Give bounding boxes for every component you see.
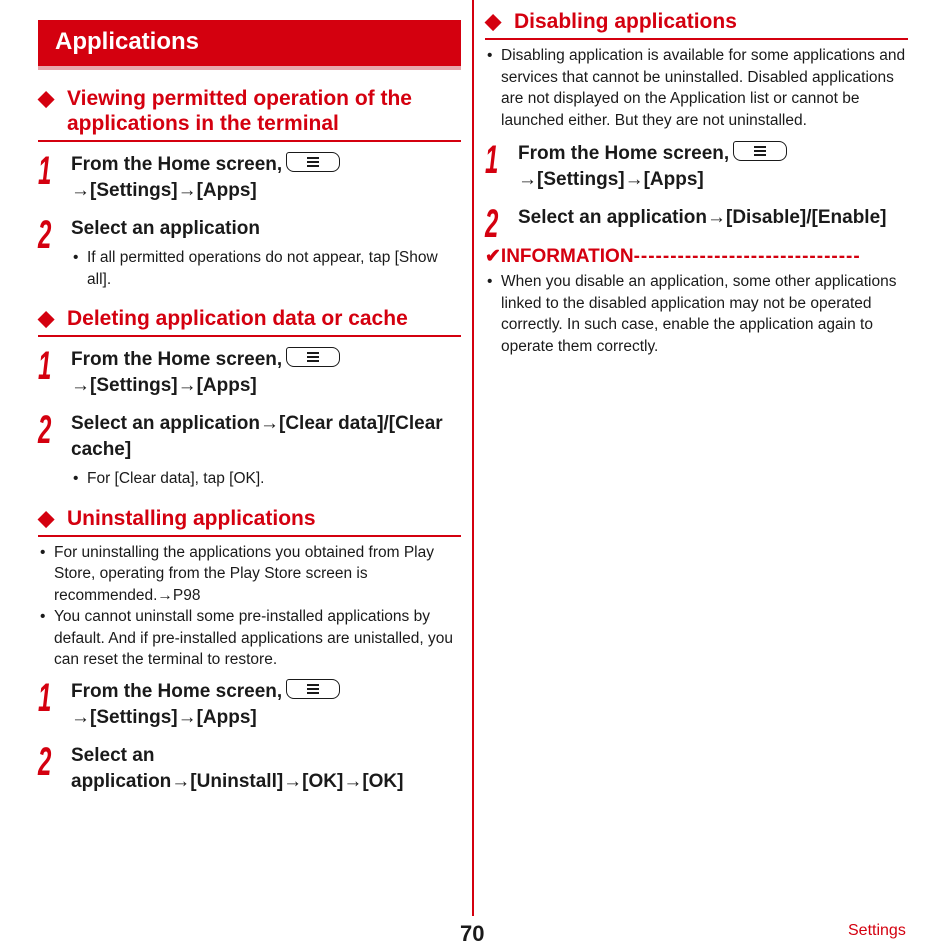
step-text: Select an application→[Disable]/[Enable] xyxy=(518,207,887,228)
step-2 xyxy=(38,408,461,490)
menu-key-icon xyxy=(286,347,340,367)
section-title: Viewing permitted operation of the applications in the terminal xyxy=(67,87,412,135)
heading-dash-rule: ------------------------------- xyxy=(633,246,861,267)
step-number: 1 xyxy=(38,344,52,388)
step-1 xyxy=(38,149,461,204)
step-2 xyxy=(38,213,461,290)
bullet-item: • For uninstalling the applications you obtained from Play Store, operating from the Play Store screen is recommended.→P98 xyxy=(38,542,461,607)
step-1 xyxy=(38,344,461,399)
section-heading-viewing xyxy=(38,86,461,142)
section-heading-uninstalling xyxy=(38,506,461,537)
section-heading-disabling xyxy=(485,9,908,40)
page-number: 70 xyxy=(460,921,485,946)
right-column xyxy=(485,0,908,357)
column-divider xyxy=(472,0,474,916)
step-number: 2 xyxy=(38,213,52,257)
check-icon-information-title: ✔INFORMATION xyxy=(485,246,634,267)
step-text: →[Settings]→[Apps] xyxy=(71,375,257,396)
information-heading xyxy=(485,245,908,269)
step-text: From the Home screen, xyxy=(71,680,283,702)
bullet-item: • Disabling application is available for some applications and services that cannot be uninstalled. Disabled applications are not displayed on the Application list or cannot be launched either. But they are not uninstalled. xyxy=(485,45,908,131)
page-title: Applications xyxy=(38,20,461,70)
diamond-icon: ◆ xyxy=(38,506,55,530)
step-1 xyxy=(38,675,461,731)
section-title: Uninstalling applications xyxy=(67,506,316,530)
step-text: From the Home screen, xyxy=(71,154,283,175)
step-note: • For [Clear data], tap [OK]. xyxy=(71,468,461,490)
section-title: Deleting application data or cache xyxy=(67,307,408,330)
step-text: From the Home screen, xyxy=(518,143,730,164)
menu-key-icon xyxy=(286,152,340,172)
step-1 xyxy=(485,138,908,193)
menu-key-icon xyxy=(733,141,787,161)
left-column xyxy=(38,20,461,795)
step-number: 2 xyxy=(485,202,499,246)
diamond-icon: ◆ xyxy=(485,10,502,33)
step-text: →[Settings]→[Apps] xyxy=(518,169,704,190)
step-text: →[Settings]→[Apps] xyxy=(71,706,257,728)
step-number: 2 xyxy=(38,408,52,452)
step-number: 2 xyxy=(38,739,52,784)
step-text: From the Home screen, xyxy=(71,349,283,370)
step-note: • If all permitted operations do not appear, tap [Show all]. xyxy=(71,247,461,290)
step-2 xyxy=(38,739,461,795)
section-title: Disabling applications xyxy=(514,10,737,33)
step-number: 1 xyxy=(38,149,52,193)
diamond-icon: ◆ xyxy=(38,307,55,330)
diamond-icon: ◆ xyxy=(38,87,55,110)
footer-section-label: Settings xyxy=(848,922,906,939)
step-number: 1 xyxy=(485,138,499,182)
step-text: Select an application→[Uninstall]→[OK]→[OK] xyxy=(71,744,404,792)
bullet-item: • When you disable an application, some other applications linked to the disabled application may not be operated correctly. In such case, enable the application again to operate them correctly. xyxy=(485,271,908,357)
menu-key-icon xyxy=(286,679,340,699)
section-heading-deleting xyxy=(38,306,461,337)
step-number: 1 xyxy=(38,675,52,720)
step-text: →[Settings]→[Apps] xyxy=(71,180,257,201)
bullet-item: • You cannot uninstall some pre-installed applications by default. And if pre-installed applications are unistalled, you can reset the terminal to restore. xyxy=(38,606,461,671)
step-text: Select an application→[Clear data]/[Clear cache] xyxy=(71,413,443,460)
step-text: Select an application xyxy=(71,218,260,239)
step-2 xyxy=(485,202,908,246)
